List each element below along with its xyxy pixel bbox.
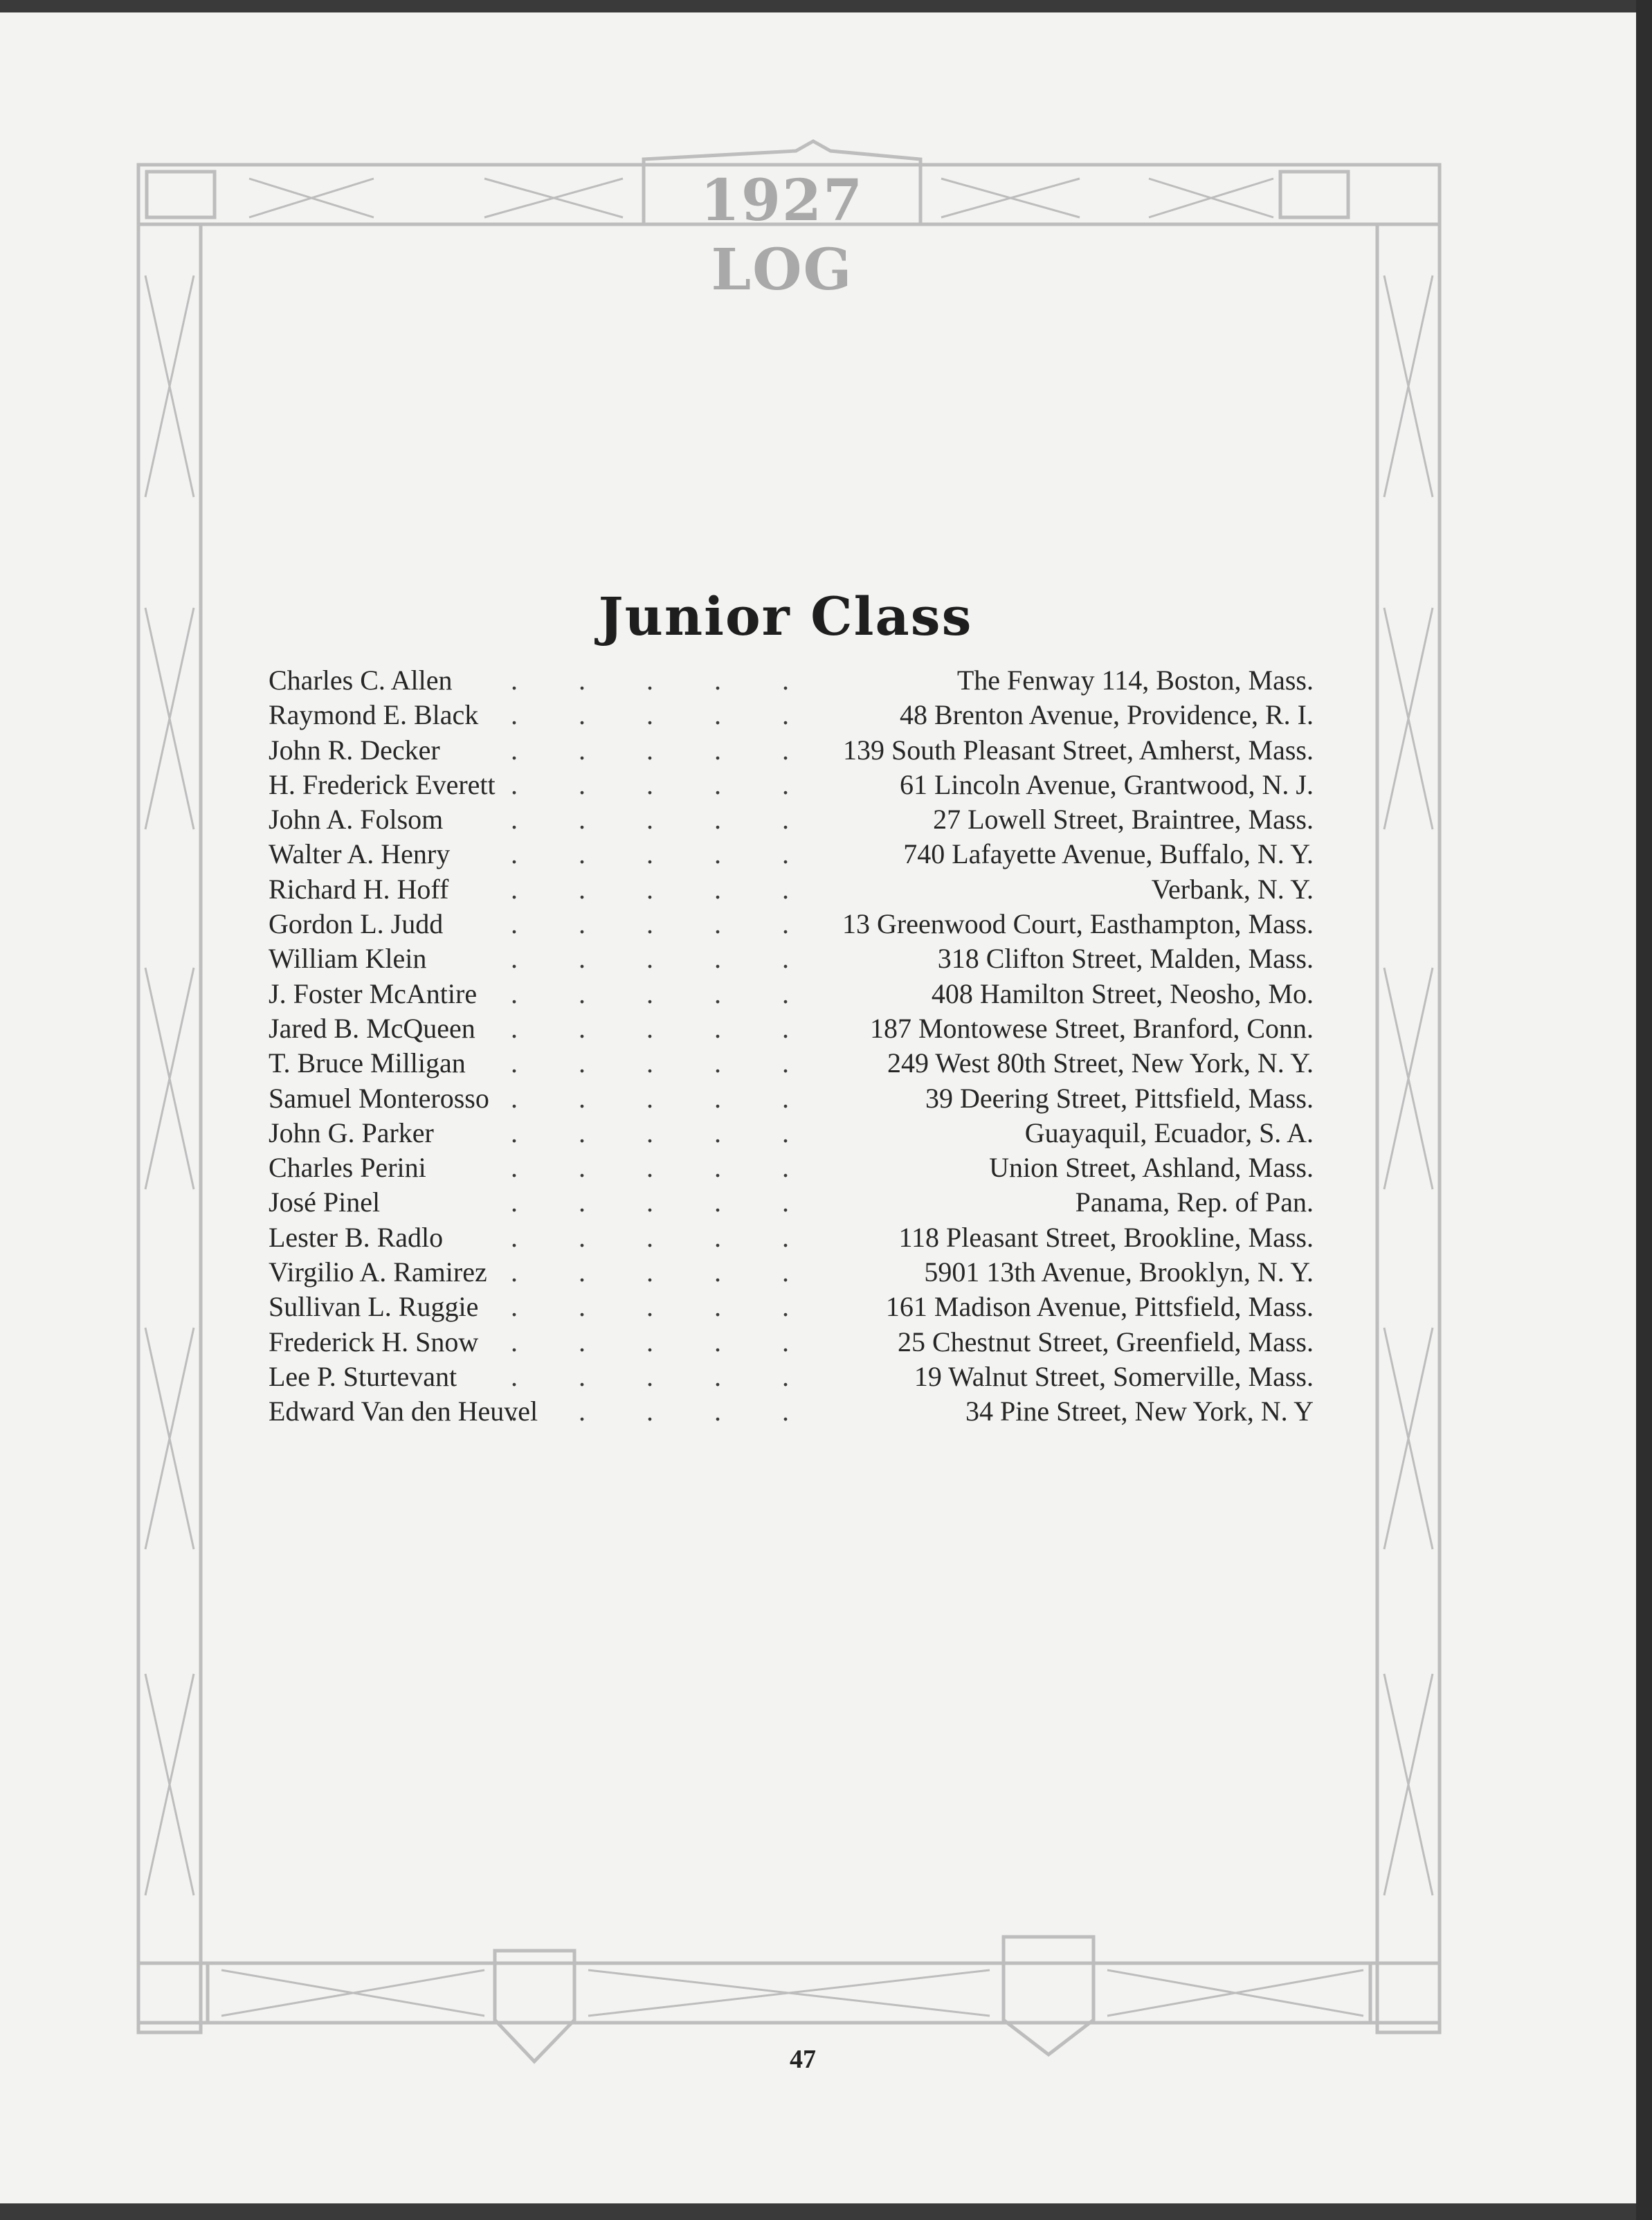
student-name: Gordon L. Judd <box>269 908 444 940</box>
student-name: H. Frederick Everett <box>269 768 496 800</box>
page-number: 47 <box>790 2045 816 2074</box>
student-address: 139 South Pleasant Street, Amherst, Mass. <box>843 734 1314 766</box>
student-name: J. Foster McAntire <box>269 977 478 1009</box>
roster-row <box>269 977 1314 1011</box>
student-address: 318 Clifton Street, Malden, Mass. <box>937 943 1314 975</box>
leader-dots: ..... <box>511 1326 850 1357</box>
leader-dots: ..... <box>511 665 850 696</box>
leader-dots: ..... <box>511 1186 850 1218</box>
student-address: 187 Montowese Street, Branford, Conn. <box>869 1012 1314 1044</box>
student-address: 408 Hamilton Street, Neosho, Mo. <box>931 977 1314 1009</box>
student-address: 118 Pleasant Street, Brookline, Mass. <box>898 1221 1314 1253</box>
student-name: Richard H. Hoff <box>269 873 449 905</box>
student-name: Raymond E. Black <box>269 699 479 731</box>
leader-dots: ..... <box>511 943 850 975</box>
student-address: 5901 13th Avenue, Brooklyn, N. Y. <box>924 1256 1314 1288</box>
roster-row <box>269 1046 1314 1081</box>
roster-row <box>269 1011 1314 1046</box>
student-address: 34 Pine Street, New York, N. Y <box>965 1396 1314 1427</box>
class-roster <box>269 663 1314 1429</box>
student-address: 39 Deering Street, Pittsfield, Mass. <box>925 1082 1314 1114</box>
roster-row <box>269 1150 1314 1185</box>
leader-dots: ..... <box>511 977 850 1009</box>
student-name: T. Bruce Milligan <box>269 1047 466 1079</box>
student-address: Panama, Rep. of Pan. <box>1075 1186 1314 1218</box>
leader-dots: ..... <box>511 768 850 800</box>
student-name: Lester B. Radlo <box>269 1221 444 1253</box>
student-name: Walter A. Henry <box>269 838 451 870</box>
roster-row <box>269 941 1314 976</box>
student-address: 19 Walnut Street, Somerville, Mass. <box>914 1360 1314 1392</box>
leader-dots: ..... <box>511 1256 850 1288</box>
leader-dots: ..... <box>511 1012 850 1044</box>
student-address: 25 Chestnut Street, Greenfield, Mass. <box>898 1326 1314 1357</box>
roster-row <box>269 1255 1314 1290</box>
page <box>0 12 1636 2203</box>
leader-dots: ..... <box>511 873 850 905</box>
student-name: Sullivan L. Ruggie <box>269 1291 479 1323</box>
roster-row <box>269 1220 1314 1255</box>
student-name: Frederick H. Snow <box>269 1326 479 1357</box>
student-name: John R. Decker <box>269 734 440 766</box>
student-name: John G. Parker <box>269 1117 434 1148</box>
leader-dots: ..... <box>511 1291 850 1323</box>
leader-dots: ..... <box>511 1396 850 1427</box>
roster-row <box>269 1394 1314 1429</box>
roster-row <box>269 1081 1314 1116</box>
leader-dots: ..... <box>511 1082 850 1114</box>
leader-dots: ..... <box>511 1152 850 1184</box>
roster-row <box>269 663 1314 698</box>
roster-row <box>269 698 1314 732</box>
roster-row <box>269 802 1314 837</box>
student-address: 48 Brenton Avenue, Providence, R. I. <box>899 699 1314 731</box>
student-name: Edward Van den Heuvel <box>269 1396 538 1427</box>
page-heading: Junior Class <box>598 586 973 647</box>
leader-dots: ..... <box>511 1117 850 1148</box>
roster-row <box>269 837 1314 872</box>
leader-dots: ..... <box>511 804 850 836</box>
student-address: Verbank, N. Y. <box>1151 873 1314 905</box>
student-address: 27 Lowell Street, Braintree, Mass. <box>933 804 1314 836</box>
scan-edge <box>1636 0 1652 2220</box>
student-name: Lee P. Sturtevant <box>269 1360 457 1392</box>
student-name: William Klein <box>269 943 427 975</box>
leader-dots: ..... <box>511 1221 850 1253</box>
roster-row <box>269 1116 1314 1150</box>
roster-row <box>269 907 1314 941</box>
student-name: Charles C. Allen <box>269 665 453 696</box>
roster-row <box>269 1290 1314 1324</box>
student-address: Guayaquil, Ecuador, S. A. <box>1024 1117 1314 1148</box>
student-address: 13 Greenwood Court, Easthampton, Mass. <box>842 908 1314 940</box>
leader-dots: ..... <box>511 1047 850 1079</box>
student-name: John A. Folsom <box>269 804 444 836</box>
student-name: Charles Perini <box>269 1152 426 1184</box>
roster-row <box>269 768 1314 802</box>
leader-dots: ..... <box>511 908 850 940</box>
student-address: Union Street, Ashland, Mass. <box>989 1152 1314 1184</box>
roster-row <box>269 872 1314 907</box>
student-name: José Pinel <box>269 1186 381 1218</box>
student-address: The Fenway 114, Boston, Mass. <box>956 665 1314 696</box>
student-name: Jared B. McQueen <box>269 1012 475 1044</box>
roster-row <box>269 733 1314 768</box>
leader-dots: ..... <box>511 699 850 731</box>
roster-row <box>269 1360 1314 1394</box>
leader-dots: ..... <box>511 734 850 766</box>
leader-dots: ..... <box>511 838 850 870</box>
student-name: Samuel Monterosso <box>269 1082 489 1114</box>
student-address: 161 Madison Avenue, Pittsfield, Mass. <box>885 1291 1314 1323</box>
yearbook-banner: 1927 LOG <box>700 168 864 303</box>
student-address: 61 Lincoln Avenue, Grantwood, N. J. <box>899 768 1314 800</box>
roster-row <box>269 1185 1314 1220</box>
student-name: Virgilio A. Ramirez <box>269 1256 487 1288</box>
student-address: 740 Lafayette Avenue, Buffalo, N. Y. <box>903 838 1314 870</box>
leader-dots: ..... <box>511 1360 850 1392</box>
student-address: 249 West 80th Street, New York, N. Y. <box>887 1047 1314 1079</box>
roster-row <box>269 1325 1314 1360</box>
